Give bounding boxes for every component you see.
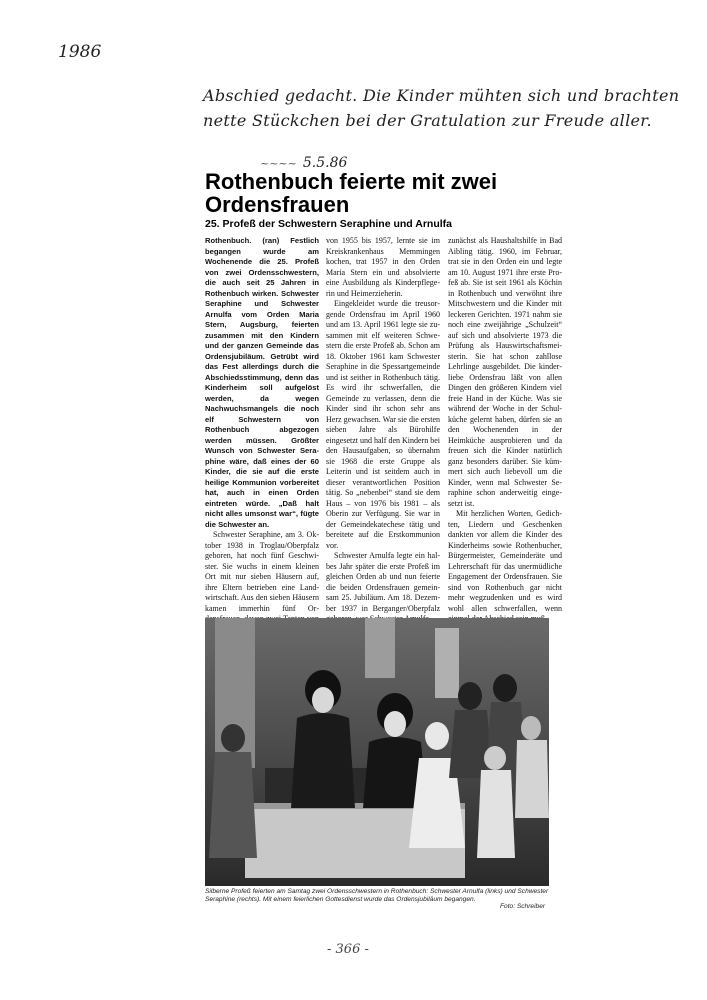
article-paragraph: Schwester Seraphine, am 3. Oktober 1938 in Troglau/Oberpfalz geboren, hat noch fünf Geschwister. Sie wuchs in einem kleinen Ort mit nur sieben Häusern auf, ihre Eltern betrieben eine Landwirtschaft. Aus den sieben Häusern kamen immerhin fünf Or <box>205 530 319 613</box>
article-paragraph: zunächst als Haushaltshilfe in Bad Aibling tätig. 1960, im Februar, trat sie in den Orden ein und legte am 10. August 1971 ihre erste Profeß ab. Sie ist seit 1961 als Köchin in Rothenbuch und verwöhnt ihre Mitschwestern und die Kinder mit leckeren Gerichten. 1971 nahm sie noch eine zweijährige „Schulzeit“ auf sich und absolvierte 1973 die Prüfung als Hauswirtschaftsmeisterin. Sie hat schon zahllose Lehrlinge ausgebildet. Die kinderliebe Ordensfrau läßt von allen Dingen den größeren Kindern viel freie Hand in der Küche. Was sie während der Woche in der Schulküche gelernt haben, dürfen sie an den Wochenenden in der Heimküche ausprobieren und da freuen sich die Kinder natürlich ganz besonders darüber. Sie kümmert sich auch liebevoll um die Kinder, wenn mal Schwester Seraphine schon anderweitig eingesetzt ist. <box>448 236 562 508</box>
article-paragraph: Eingekleidet wurde die treusorgende Ordensfrau im April 1960 und am 13. April 1961 legte sie zusammen mit elf weiteren Schwestern die erste Profeß ab. Schon am 18. Oktober 1961 kam Schwester Seraphine in die Spessartgemeinde und ist seither in Rothenbuch tätig. Es wird ihr schwerfallen, die Gemeinde zu verlassen, denn die Kinder sind ihr schon sehr ans Herz gewachsen. War sie die ersten sieben Jahre als Bürohilfe eingesetzt und half den Kindern bei den Hausaufgaben, so übernahm sie 1968 die erste Gruppe als Leiterin und ist seitdem auch in dieser verantwortlichen Position tätig. So „nebenbei“ stand sie dem Haus – von 1976 bis 1981 – als Oberin zur Verfügung. Sie war in der Gemeindekatechese tätig und bereitete auf die Erstkommunion vor. <box>326 299 440 550</box>
handwritten-note-line-1: Abschied gedacht. Die Kinder mühten sich und brachten <box>203 86 680 105</box>
source-scribble: ~~~~ <box>260 157 297 170</box>
article-column-3 <box>448 236 562 625</box>
page-number: - 366 - <box>327 942 369 957</box>
article-headline: Rothenbuch feierte mit zwei Ordensfrauen <box>205 169 498 217</box>
article-lead: Rothenbuch. (ran) Festlich begangen wurde am Wochenende die 25. Profeß von zwei Ordensschwestern, die auch seit 25 Jahren in Rothenbuch wirken. Schwester Seraphine und Schwester Arnulfa vom Orden Maria Stern, Augsburg, feierten zusammen mit den Kindern und der ganzen Gemeinde das Ordensjubiläum. Getrübt wird das Fest allerdings durch die Abschiedsstimmung, denn das Kinderheim soll aufgelöst werden, da wegen Nachwuchsmangels die noch elf Schwestern von Rothenbuch abgezogen werden müssen. Größter Wunsch von Schwester Seraphine wäre, daß eines der 60 Kinder, die sie auf die erste heilige Kommunion vorbereitet hat, auch in einen Orden eintreten würde. „Daß halt nicht alles umsonst war“, fügte die Schwester an. <box>205 236 319 529</box>
article-subheadline: 25. Profeß der Schwestern Seraphine und Arnulfa <box>205 218 453 230</box>
photo-church-scene <box>205 618 549 886</box>
article-photo <box>205 618 549 886</box>
article-column-2 <box>326 236 440 625</box>
article-paragraph: Schwester Arnulfa legte ein halbes Jahr später die erste Profeß im gleichen Orden ab und nun feierte die beiden Ordensfrauen gemeinsam 25. Jubiläum. Am 18. Dezember 1937 in Berganger/Oberpfalz <box>326 551 440 613</box>
photo-credit: Foto: Schreiber <box>500 903 546 910</box>
article-paragraph: von 1955 bis 1957, lernte sie im Kreiskrankenhaus Memmingen kochen, trat 1957 in den Orden Maria Stern ein und absolvierte eine Ausbildung als Kinderpflegerin und Heimerzieherin. <box>326 236 440 298</box>
article-paragraph: Mit herzlichen Worten, Gedichten, Liedern und Geschenken dankten vor allem die Kinder des Kinderheims sowie Rothenbucher, Bürgermeister, Gemeinderäte und Lehrerschaft für das unermüdliche Engagement der Ordensfrauen. Sie sind von Rothenbuch gar nicht mehr wegzudenken und es wird wohl allen schwerfallen, wenn <box>448 509 562 613</box>
source-date: 5.5.86 <box>302 155 348 171</box>
handwritten-year: 1986 <box>58 42 102 62</box>
article-column-1 <box>205 236 319 667</box>
handwritten-note-line-2: nette Stückchen bei der Gratulation zur Freude aller. <box>203 111 652 130</box>
photo-caption: Silberne Profeß feierten am Samtag zwei Ordensschwestern in Rothenbuch: Schwester Arnulfa (links) und Schwester Seraphine (rechts). Mit einem feierlichen Gottesdienst wurde das Ordensjubiläum begangen. <box>205 888 549 903</box>
